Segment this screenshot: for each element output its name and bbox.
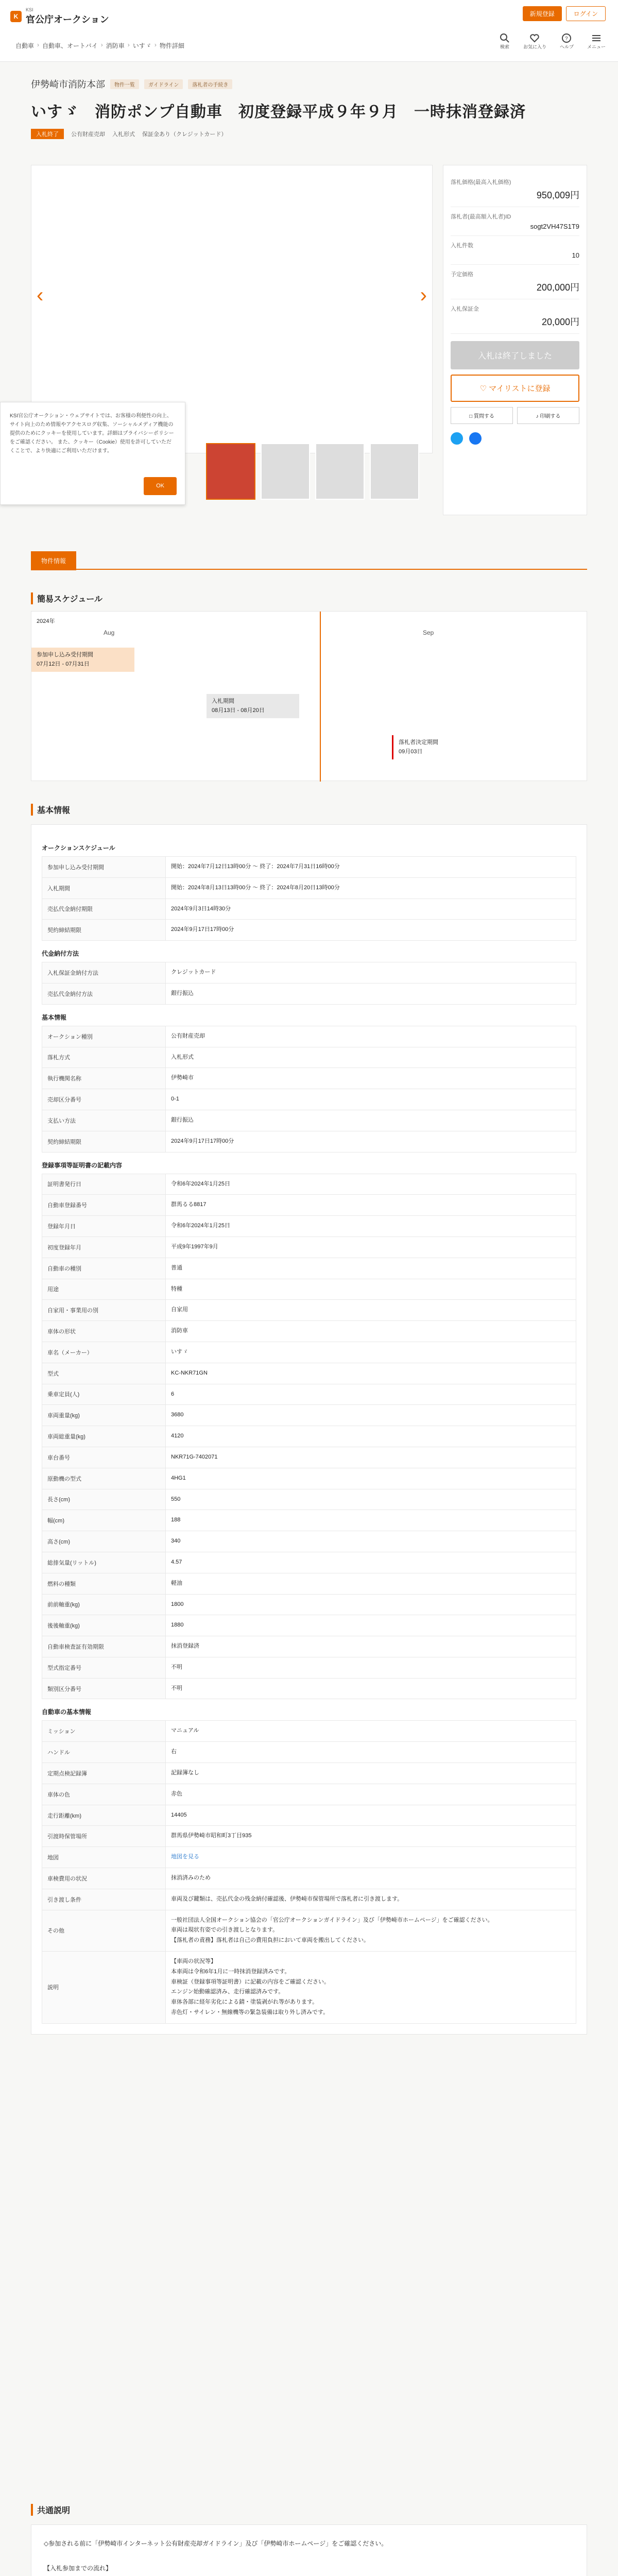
search-label: 検索 xyxy=(500,44,509,49)
schedule-year: 2024年 xyxy=(37,618,55,624)
tag-procedure[interactable]: 落札者の手続き xyxy=(188,79,232,89)
row-value: クレジットカード xyxy=(166,962,576,984)
table-row xyxy=(42,1489,576,1510)
info-table xyxy=(42,962,576,1005)
row-value: 188 xyxy=(166,1510,576,1531)
row-value: いすゞ xyxy=(166,1342,576,1363)
table-row xyxy=(42,899,576,920)
estimate-value: 200,000円 xyxy=(536,282,579,293)
bar-label: 落札者決定期間 xyxy=(399,739,438,745)
row-key: 燃料の種類 xyxy=(42,1573,166,1594)
info-table xyxy=(42,1026,576,1153)
login-button[interactable]: ログイン xyxy=(566,6,606,21)
breadcrumb-item[interactable]: 自動車、オートバイ xyxy=(42,42,98,49)
thumbnail[interactable] xyxy=(261,443,310,500)
row-value: 6 xyxy=(166,1384,576,1405)
bar-label: 参加申し込み受付期間 xyxy=(37,652,93,658)
table-row xyxy=(42,1258,576,1279)
table-row xyxy=(42,1678,576,1699)
tab-underline xyxy=(31,569,587,570)
row-value: 伊勢崎市 xyxy=(166,1068,576,1089)
search-button[interactable] xyxy=(500,33,510,50)
breadcrumb-item[interactable]: 消防車 xyxy=(106,42,125,49)
count-label: 入札件数 xyxy=(451,243,473,249)
sale-type-label: 公有財産売却 xyxy=(71,131,105,138)
row-key: 前前軸重(kg) xyxy=(42,1594,166,1615)
row-key: 定期点検記録簿 xyxy=(42,1763,166,1784)
row-value: 令和6年2024年1月25日 xyxy=(166,1174,576,1195)
row-key: 引き渡し条件 xyxy=(42,1889,166,1910)
row-key: 原動機の型式 xyxy=(42,1468,166,1489)
row-value: 群馬県伊勢崎市昭和町3丁目935 xyxy=(166,1826,576,1847)
bid-format-label: 入札形式 xyxy=(112,131,135,138)
breadcrumb-sep: › xyxy=(154,41,157,48)
basic-info-title: 基本情報 xyxy=(31,804,70,816)
estimate-label: 予定価格 xyxy=(451,272,473,278)
row-value: NKR71G-7402071 xyxy=(166,1447,576,1468)
row-value: 4.57 xyxy=(166,1552,576,1573)
table-row xyxy=(42,1847,576,1868)
table-row xyxy=(42,1174,576,1195)
help-icon xyxy=(561,33,572,43)
row-value: KC-NKR71GN xyxy=(166,1363,576,1384)
tag-guideline[interactable]: ガイドライン xyxy=(144,79,183,89)
site-header xyxy=(0,0,618,62)
row-key: 売却区分番号 xyxy=(42,1089,166,1110)
table-row xyxy=(42,1363,576,1384)
table-row xyxy=(42,1089,576,1110)
table-row xyxy=(42,1826,576,1847)
favorite-label: お気に入り xyxy=(523,44,546,49)
row-value: 340 xyxy=(166,1531,576,1552)
table-row xyxy=(42,1721,576,1742)
row-value: 記録簿なし xyxy=(166,1763,576,1784)
row-key: 契約締結期限 xyxy=(42,920,166,941)
cookie-text: KSI官公庁オークション・ウェブサイトでは、お客様の利便性の向上、サイト向上のため情報やアクセスログ収集、ソーシャルメディア機能の提供のためにクッキーを使用しています。詳細はプライバシーポリシーをご確認ください。 また、クッキー（Cookie）使用を許可していただくことで、より快適にご利用いただけます。 xyxy=(10,413,174,454)
prev-arrow-icon[interactable]: ‹ xyxy=(37,284,44,307)
row-value: 令和6年2024年1月25日 xyxy=(166,1216,576,1237)
row-value: 普通 xyxy=(166,1258,576,1279)
table-row xyxy=(42,1216,576,1237)
row-value: 0-1 xyxy=(166,1089,576,1110)
table-row xyxy=(42,1342,576,1363)
table-row xyxy=(42,1742,576,1763)
logo-mark-icon: K xyxy=(10,11,22,22)
schedule-bar-bid xyxy=(207,694,299,718)
row-value: 開始：2024年7月12日13時00分 〜 終了：2024年7月31日16時00分 xyxy=(166,857,576,878)
common-desc-title: 共通説明 xyxy=(31,2504,70,2516)
row-value: 不明 xyxy=(166,1657,576,1678)
breadcrumb-sep: › xyxy=(100,41,103,48)
row-key: 説明 xyxy=(42,1952,166,2024)
table-row xyxy=(42,1531,576,1552)
logo-name: 官公庁オークション xyxy=(26,14,109,25)
tab-item-info[interactable]: 物件情報 xyxy=(31,551,76,570)
common-description: ◇参加される前に「伊勢崎市インターネット公有財産売却ガイドライン」及び「伊勢崎市ホームページ」をご確認ください。 【入札参加までの流れ】 xyxy=(31,2524,587,2576)
row-key: 執行機関名称 xyxy=(42,1068,166,1089)
table-row xyxy=(42,1300,576,1321)
row-key: 車台番号 xyxy=(42,1447,166,1468)
row-key: 幅(cm) xyxy=(42,1510,166,1531)
table-row xyxy=(42,1279,576,1300)
row-key: オークション種別 xyxy=(42,1026,166,1047)
menu-icon xyxy=(591,33,602,43)
row-key: その他 xyxy=(42,1910,166,1951)
favorite-button[interactable] xyxy=(523,33,546,50)
svg-text:?: ? xyxy=(565,36,569,42)
price-label: 落札価格(最高入札価格) xyxy=(451,179,511,185)
thumbnail-strip xyxy=(206,443,419,500)
row-value: 550 xyxy=(166,1489,576,1510)
row-key: 車両重量(kg) xyxy=(42,1405,166,1426)
table-row xyxy=(42,1468,576,1489)
row-value: 抹消登録済 xyxy=(166,1636,576,1657)
table-row xyxy=(42,1805,576,1826)
thumbnail[interactable] xyxy=(370,443,419,500)
row-value: 開始：2024年8月13日13時00分 〜 終了：2024年8月20日13時00分 xyxy=(166,877,576,899)
row-key: 自動車登録番号 xyxy=(42,1195,166,1216)
table-row xyxy=(42,1321,576,1342)
row-key: 型式 xyxy=(42,1363,166,1384)
row-value: 軽油 xyxy=(166,1573,576,1594)
menu-button[interactable] xyxy=(587,33,606,50)
thumbnail[interactable] xyxy=(206,443,255,500)
row-value: 群馬るる8817 xyxy=(166,1195,576,1216)
table-row xyxy=(42,1110,576,1131)
title-area xyxy=(31,77,587,139)
row-key: 型式指定番号 xyxy=(42,1657,166,1678)
table-row xyxy=(42,1615,576,1636)
table-row xyxy=(42,1405,576,1426)
row-value: 自家用 xyxy=(166,1300,576,1321)
add-mylist-button[interactable]: ♡ マイリストに登録 xyxy=(451,375,579,402)
table-row xyxy=(42,983,576,1004)
schedule-bar-apply xyxy=(31,648,134,672)
row-key: 自家用・事業用の別 xyxy=(42,1300,166,1321)
group-title: 自動車の基本情報 xyxy=(42,1708,92,1716)
row-value: 3680 xyxy=(166,1405,576,1426)
row-value: 1800 xyxy=(166,1594,576,1615)
group-title: オークションスケジュール xyxy=(42,844,115,852)
tag-item-list[interactable]: 物件一覧 xyxy=(110,79,139,89)
register-button[interactable]: 新規登録 xyxy=(523,6,562,21)
bidder-label: 落札者(最高額入札者)ID xyxy=(451,214,511,220)
table-row xyxy=(42,1784,576,1805)
row-key: 長さ(cm) xyxy=(42,1489,166,1510)
row-key: 車体の形状 xyxy=(42,1321,166,1342)
bar-label: 入札期間 xyxy=(212,698,234,704)
row-value: 【車両の状況等】 本車両は令和6年1月に一時抹消登録済みです。 車検証（登録事項等証明書）に記載の内容をご確認ください。 エンジン始動確認済み、走行確認済みです。 車体各部に経年劣化による錆・塗装剥がれ等があります。 赤色灯・サイレン・無線機等の緊急装備は取り外し済みです。 xyxy=(166,1952,576,2024)
print-button[interactable]: ♪ 印刷する xyxy=(517,407,579,424)
row-value: 入札形式 xyxy=(166,1047,576,1068)
table-row xyxy=(42,1636,576,1657)
row-key: 初度登録年月 xyxy=(42,1236,166,1258)
count-value: 10 xyxy=(572,251,579,259)
table-row xyxy=(42,1426,576,1447)
next-arrow-icon[interactable]: › xyxy=(420,284,427,307)
row-value: 2024年9月3日14時30分 xyxy=(166,899,576,920)
page-title: いすゞ 消防ポンプ自動車 初度登録平成９年９月 一時抹消登録済 xyxy=(31,104,526,121)
row-key: 車体の色 xyxy=(42,1784,166,1805)
table-row xyxy=(42,1910,576,1951)
row-key: 車検費用の状況 xyxy=(42,1868,166,1889)
facebook-icon[interactable] xyxy=(469,432,482,445)
table-row xyxy=(42,1594,576,1615)
deposit-amount-label: 入札保証金 xyxy=(451,306,479,312)
status-badge: 入札終了 xyxy=(31,129,64,139)
schedule-title: 簡易スケジュール xyxy=(31,592,102,604)
row-value: 銀行振込 xyxy=(166,1110,576,1131)
breadcrumb-sep: › xyxy=(127,41,130,48)
row-key: 類別区分番号 xyxy=(42,1678,166,1699)
schedule-bar-decide xyxy=(392,735,464,759)
info-table xyxy=(42,1174,576,1700)
row-key: 売払代金納付方法 xyxy=(42,983,166,1004)
search-icon xyxy=(500,33,510,43)
bidder-value: sogt2VH47S1T9 xyxy=(530,223,579,230)
row-value: 右 xyxy=(166,1742,576,1763)
table-row xyxy=(42,1763,576,1784)
bar-date: 08月13日 - 08月20日 xyxy=(212,707,265,714)
breadcrumb-sep: › xyxy=(37,41,40,48)
row-key: 総排気量(リットル) xyxy=(42,1552,166,1573)
table-row xyxy=(42,1573,576,1594)
price-value: 950,009円 xyxy=(536,190,579,200)
bar-date: 09月03日 xyxy=(399,748,423,755)
row-key: 走行距離(km) xyxy=(42,1805,166,1826)
row-key: 売払代金納付期限 xyxy=(42,899,166,920)
row-key: ミッション xyxy=(42,1721,166,1742)
row-value: 2024年9月17日17時00分 xyxy=(166,1131,576,1152)
table-row xyxy=(42,1868,576,1889)
row-value: 一般社団法人全国オークション協会の「官公庁オークションガイドライン」及び「伊勢崎市ホームページ」をご確認ください。 車両は現状有姿での引き渡しとなります。 【落札者の責務】落札者は自己の費用負担において車両を搬出してください。 xyxy=(166,1910,576,1951)
table-row xyxy=(42,962,576,984)
row-value: 4120 xyxy=(166,1426,576,1447)
group-title: 基本情報 xyxy=(42,1013,67,1021)
row-key: 入札期間 xyxy=(42,877,166,899)
question-button[interactable]: □ 質問する xyxy=(451,407,513,424)
row-value: 2024年9月17日17時00分 xyxy=(166,920,576,941)
twitter-icon[interactable] xyxy=(451,432,463,445)
row-value: 平成9年1997年9月 xyxy=(166,1236,576,1258)
table-row xyxy=(42,920,576,941)
breadcrumb xyxy=(15,41,184,50)
row-value: 不明 xyxy=(166,1678,576,1699)
site-logo[interactable] xyxy=(10,7,109,26)
basic-info-section xyxy=(31,824,587,2035)
thumbnail[interactable] xyxy=(315,443,365,500)
org-name[interactable]: 伊勢崎市消防本部 xyxy=(31,79,105,90)
bid-ended-button: 入札は終了しました xyxy=(451,341,579,369)
info-table xyxy=(42,1720,576,2023)
table-row xyxy=(42,1952,576,2024)
table-row xyxy=(42,1657,576,1678)
row-key: 車名（メーカー） xyxy=(42,1342,166,1363)
logo-sub: KSI xyxy=(26,7,33,12)
table-row xyxy=(42,877,576,899)
row-value: 14405 xyxy=(166,1805,576,1826)
row-value: マニュアル xyxy=(166,1721,576,1742)
group-title: 登録事項等証明書の記載内容 xyxy=(42,1161,123,1169)
row-value: 1880 xyxy=(166,1615,576,1636)
month-label: Aug xyxy=(104,629,115,636)
schedule-chart xyxy=(31,611,587,781)
row-key: 後後軸重(kg) xyxy=(42,1615,166,1636)
row-key: 証明書発行日 xyxy=(42,1174,166,1195)
table-row xyxy=(42,1131,576,1152)
table-row xyxy=(42,1068,576,1089)
month-label: Sep xyxy=(423,629,434,636)
cookie-banner xyxy=(0,402,185,505)
row-value: 特種 xyxy=(166,1279,576,1300)
row-key: 地図 xyxy=(42,1847,166,1868)
row-value: 車両及び鍵類は、売払代金の残金納付確認後、伊勢崎市保管場所で落札者に引き渡します。 xyxy=(166,1889,576,1910)
breadcrumb-item[interactable]: 自動車 xyxy=(15,42,35,49)
info-table xyxy=(42,856,576,941)
breadcrumb-item[interactable]: いすゞ xyxy=(132,42,151,49)
heart-icon xyxy=(529,33,540,43)
row-key: 自動車検査証有効期限 xyxy=(42,1636,166,1657)
row-key: 契約締結期限 xyxy=(42,1131,166,1152)
table-row xyxy=(42,1236,576,1258)
row-value: 赤色 xyxy=(166,1784,576,1805)
row-value: 公有財産売却 xyxy=(166,1026,576,1047)
row-key: 引渡時保管場所 xyxy=(42,1826,166,1847)
table-row xyxy=(42,1047,576,1068)
today-line xyxy=(320,612,321,782)
table-row xyxy=(42,1026,576,1047)
table-row xyxy=(42,857,576,878)
breadcrumb-current: 物件詳細 xyxy=(159,42,184,49)
row-key: ハンドル xyxy=(42,1742,166,1763)
bid-panel xyxy=(443,165,587,515)
table-row xyxy=(42,1889,576,1910)
table-row xyxy=(42,1447,576,1468)
row-key: 用途 xyxy=(42,1279,166,1300)
help-button[interactable] xyxy=(560,33,574,50)
table-row xyxy=(42,1384,576,1405)
group-title: 代金納付方法 xyxy=(42,950,79,958)
deposit-amount-value: 20,000円 xyxy=(541,317,579,327)
row-key: 乗車定員(人) xyxy=(42,1384,166,1405)
table-row xyxy=(42,1195,576,1216)
table-row xyxy=(42,1552,576,1573)
row-key: 高さ(cm) xyxy=(42,1531,166,1552)
row-key: 登録年月日 xyxy=(42,1216,166,1237)
row-value: 消防車 xyxy=(166,1321,576,1342)
row-value: 銀行振込 xyxy=(166,983,576,1004)
bar-date: 07月12日 - 07月31日 xyxy=(37,660,90,667)
cookie-ok-button[interactable]: OK xyxy=(144,477,177,495)
row-key: 入札保証金納付方法 xyxy=(42,962,166,984)
help-label: ヘルプ xyxy=(559,44,574,49)
row-key: 参加申し込み受付期間 xyxy=(42,857,166,878)
row-key: 支払い方法 xyxy=(42,1110,166,1131)
table-row xyxy=(42,1510,576,1531)
row-key: 自動車の種別 xyxy=(42,1258,166,1279)
row-value: 4HG1 xyxy=(166,1468,576,1489)
menu-label: メニュー xyxy=(587,44,606,49)
row-value[interactable]: 地図を見る xyxy=(166,1847,576,1868)
deposit-label: 保証金あり（クレジットカード） xyxy=(142,131,227,138)
row-value: 抹消済みのため xyxy=(166,1868,576,1889)
row-key: 車両総重量(kg) xyxy=(42,1426,166,1447)
row-key: 落札方式 xyxy=(42,1047,166,1068)
